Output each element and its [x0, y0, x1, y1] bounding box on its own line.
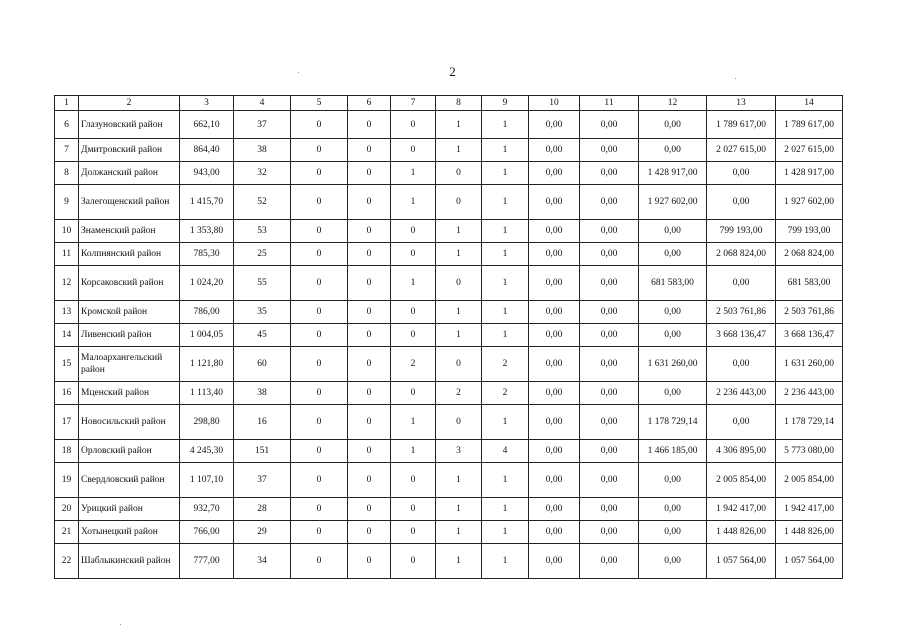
table-cell: 2 503 761,86 [707, 301, 776, 324]
district-name-cell: Глазуновский район [79, 111, 180, 139]
table-cell: 1 [436, 521, 482, 544]
table-cell: 0 [291, 243, 348, 266]
table-cell: 0 [391, 498, 436, 521]
table-cell: 298,80 [180, 405, 234, 440]
table-cell: 0 [436, 266, 482, 301]
table-cell: 1 [436, 498, 482, 521]
table-cell: 0 [291, 440, 348, 463]
table-cell: 1 057 564,00 [707, 544, 776, 579]
district-name-cell: Ливенский район [79, 324, 180, 347]
table-cell: 21 [55, 521, 79, 544]
table-cell: 0,00 [639, 463, 707, 498]
table-cell: 2 236 443,00 [707, 382, 776, 405]
table-cell: 0,00 [580, 301, 639, 324]
table-cell: 0 [391, 324, 436, 347]
table-cell: 0,00 [580, 347, 639, 382]
table-cell: 1 353,80 [180, 220, 234, 243]
table-cell: 16 [55, 382, 79, 405]
table-cell: 1 [391, 162, 436, 185]
table-row [55, 463, 843, 498]
table-row [55, 266, 843, 301]
table-cell: 5 773 080,00 [776, 440, 843, 463]
table-cell: 681 583,00 [776, 266, 843, 301]
table-cell: 55 [234, 266, 291, 301]
table-cell: 0,00 [529, 544, 580, 579]
table-row [55, 521, 843, 544]
table-row [55, 162, 843, 185]
column-header: 11 [580, 96, 639, 111]
table-cell: 0,00 [580, 440, 639, 463]
table-cell: 799 193,00 [776, 220, 843, 243]
table-row [55, 185, 843, 220]
table-cell: 12 [55, 266, 79, 301]
table-cell: 45 [234, 324, 291, 347]
table-cell: 1 631 260,00 [776, 347, 843, 382]
table-cell: 1 428 917,00 [639, 162, 707, 185]
table-cell: 0,00 [529, 185, 580, 220]
table-cell: 0 [291, 139, 348, 162]
table-cell: 0 [348, 243, 391, 266]
table-cell: 0 [436, 405, 482, 440]
table-cell: 0,00 [639, 544, 707, 579]
district-name-cell: Мценский район [79, 382, 180, 405]
table-cell: 766,00 [180, 521, 234, 544]
table-cell: 0 [348, 301, 391, 324]
district-name-cell: Свердловский район [79, 463, 180, 498]
table-cell: 3 668 136,47 [707, 324, 776, 347]
table-cell: 4 245,30 [180, 440, 234, 463]
district-name-cell: Орловский район [79, 440, 180, 463]
table-cell: 32 [234, 162, 291, 185]
district-name-cell: Малоархангельский район [79, 347, 180, 382]
table-cell: 0 [391, 220, 436, 243]
table-cell: 38 [234, 139, 291, 162]
table-row [55, 347, 843, 382]
table-cell: 11 [55, 243, 79, 266]
table-cell: 1 428 917,00 [776, 162, 843, 185]
table-cell: 1 [482, 463, 529, 498]
table-cell: 1 057 564,00 [776, 544, 843, 579]
table-cell: 1 [436, 220, 482, 243]
table-cell: 17 [55, 405, 79, 440]
table-cell: 777,00 [180, 544, 234, 579]
district-name-cell: Дмитровский район [79, 139, 180, 162]
table-cell: 2 027 615,00 [776, 139, 843, 162]
table-cell: 6 [55, 111, 79, 139]
table-cell: 0,00 [529, 111, 580, 139]
table-cell: 0 [291, 111, 348, 139]
table-cell: 0,00 [707, 185, 776, 220]
table-cell: 1 [482, 243, 529, 266]
table-cell: 0 [391, 544, 436, 579]
district-name-cell: Знаменский район [79, 220, 180, 243]
table-cell: 29 [234, 521, 291, 544]
column-header: 2 [79, 96, 180, 111]
table-cell: 0,00 [580, 405, 639, 440]
table-cell: 52 [234, 185, 291, 220]
table-cell: 0,00 [707, 162, 776, 185]
table-cell: 0 [348, 544, 391, 579]
table-cell: 0 [348, 521, 391, 544]
table-cell: 1 927 602,00 [776, 185, 843, 220]
table-cell: 0 [348, 185, 391, 220]
table-cell: 0,00 [639, 220, 707, 243]
table-cell: 1 [482, 544, 529, 579]
table-cell: 2 [482, 347, 529, 382]
table-cell: 0,00 [580, 544, 639, 579]
table-cell: 0 [291, 301, 348, 324]
table-cell: 0 [391, 111, 436, 139]
district-name-cell: Урицкий район [79, 498, 180, 521]
table-cell: 0 [391, 463, 436, 498]
table-cell: 9 [55, 185, 79, 220]
table-row [55, 324, 843, 347]
table-cell: 0,00 [529, 162, 580, 185]
table-cell: 16 [234, 405, 291, 440]
table-cell: 1 [482, 162, 529, 185]
table-cell: 0 [291, 521, 348, 544]
table-cell: 2 [436, 382, 482, 405]
table-cell: 0,00 [639, 301, 707, 324]
table-cell: 0 [348, 266, 391, 301]
table-cell: 0,00 [529, 463, 580, 498]
table-cell: 1 121,80 [180, 347, 234, 382]
table-cell: 0 [436, 185, 482, 220]
district-name-cell: Должанский район [79, 162, 180, 185]
column-header: 12 [639, 96, 707, 111]
table-cell: 0,00 [580, 324, 639, 347]
table-cell: 2 [391, 347, 436, 382]
district-name-cell: Кромской район [79, 301, 180, 324]
table-cell: 0 [348, 111, 391, 139]
table-cell: 15 [55, 347, 79, 382]
table-cell: 0,00 [580, 521, 639, 544]
table-cell: 1 415,70 [180, 185, 234, 220]
table-cell: 0,00 [580, 243, 639, 266]
table-cell: 0,00 [707, 347, 776, 382]
table-cell: 943,00 [180, 162, 234, 185]
table-cell: 2 503 761,86 [776, 301, 843, 324]
table-cell: 0,00 [707, 405, 776, 440]
table-cell: 34 [234, 544, 291, 579]
table-cell: 1 107,10 [180, 463, 234, 498]
table-cell: 662,10 [180, 111, 234, 139]
table-row [55, 111, 843, 139]
table-cell: 0,00 [639, 324, 707, 347]
table-cell: 0 [348, 220, 391, 243]
table-cell: 1 [482, 405, 529, 440]
table-row [55, 301, 843, 324]
table-cell: 786,00 [180, 301, 234, 324]
table-cell: 0,00 [580, 162, 639, 185]
table-cell: 0,00 [639, 521, 707, 544]
table-cell: 60 [234, 347, 291, 382]
table-cell: 0 [291, 347, 348, 382]
table-cell: 0,00 [529, 220, 580, 243]
table-cell: 4 [482, 440, 529, 463]
column-header: 14 [776, 96, 843, 111]
column-header: 13 [707, 96, 776, 111]
table-cell: 0,00 [529, 405, 580, 440]
table-cell: 2 236 443,00 [776, 382, 843, 405]
table-cell: 864,40 [180, 139, 234, 162]
table-cell: 1 [482, 498, 529, 521]
table-cell: 1 [436, 301, 482, 324]
table-cell: 1 [482, 111, 529, 139]
table-cell: 0 [391, 139, 436, 162]
table-cell: 28 [234, 498, 291, 521]
column-header: 10 [529, 96, 580, 111]
table-cell: 8 [55, 162, 79, 185]
table-cell: 1 113,40 [180, 382, 234, 405]
table-cell: 1 [482, 301, 529, 324]
table-row [55, 498, 843, 521]
table-cell: 0 [348, 347, 391, 382]
table-cell: 0,00 [580, 220, 639, 243]
column-header: 8 [436, 96, 482, 111]
column-header: 5 [291, 96, 348, 111]
table-cell: 0 [436, 347, 482, 382]
table-cell: 37 [234, 463, 291, 498]
table-row [55, 440, 843, 463]
column-header: 7 [391, 96, 436, 111]
table-cell: 799 193,00 [707, 220, 776, 243]
table-cell: 0 [291, 220, 348, 243]
table-cell: 1 466 185,00 [639, 440, 707, 463]
scan-speck [298, 72, 299, 73]
district-name-cell: Хотынецкий район [79, 521, 180, 544]
table-cell: 0 [391, 521, 436, 544]
table-cell: 1 [436, 139, 482, 162]
table-cell: 0,00 [707, 266, 776, 301]
table-cell: 25 [234, 243, 291, 266]
table-cell: 1 789 617,00 [707, 111, 776, 139]
scan-speck [120, 624, 121, 625]
table-cell: 3 [436, 440, 482, 463]
table-cell: 0,00 [580, 498, 639, 521]
scan-speck [735, 78, 736, 79]
column-header: 9 [482, 96, 529, 111]
table-cell: 3 668 136,47 [776, 324, 843, 347]
table-cell: 0 [291, 324, 348, 347]
table-cell: 1 178 729,14 [639, 405, 707, 440]
table-cell: 151 [234, 440, 291, 463]
table-cell: 1 [391, 185, 436, 220]
table-cell: 2 005 854,00 [776, 463, 843, 498]
table-cell: 1 942 417,00 [776, 498, 843, 521]
table-row [55, 243, 843, 266]
table-cell: 0,00 [639, 243, 707, 266]
table-cell: 785,30 [180, 243, 234, 266]
table-cell: 0,00 [529, 382, 580, 405]
table-cell: 2 068 824,00 [776, 243, 843, 266]
table-cell: 1 [482, 185, 529, 220]
table-cell: 0,00 [580, 382, 639, 405]
table-cell: 0,00 [529, 521, 580, 544]
table-cell: 0 [348, 440, 391, 463]
table-cell: 0,00 [529, 139, 580, 162]
table-cell: 1 [391, 440, 436, 463]
table-cell: 2 068 824,00 [707, 243, 776, 266]
table-cell: 0,00 [529, 301, 580, 324]
table-cell: 2 027 615,00 [707, 139, 776, 162]
table-cell: 18 [55, 440, 79, 463]
header-row [55, 96, 843, 111]
table-cell: 22 [55, 544, 79, 579]
table-cell: 1 [391, 405, 436, 440]
table-cell: 0 [348, 498, 391, 521]
table-cell: 4 306 895,00 [707, 440, 776, 463]
district-name-cell: Корсаковский район [79, 266, 180, 301]
table-cell: 0,00 [529, 347, 580, 382]
table-cell: 0,00 [580, 463, 639, 498]
table-cell: 1 927 602,00 [639, 185, 707, 220]
table-cell: 0,00 [580, 266, 639, 301]
table-cell: 0,00 [580, 139, 639, 162]
table-cell: 0,00 [639, 382, 707, 405]
table-cell: 0,00 [529, 440, 580, 463]
table-row [55, 139, 843, 162]
table-cell: 0,00 [639, 139, 707, 162]
table-cell: 0 [391, 382, 436, 405]
table-cell: 2 [482, 382, 529, 405]
table-cell: 0 [291, 185, 348, 220]
table-cell: 0 [291, 382, 348, 405]
table-cell: 932,70 [180, 498, 234, 521]
table-cell: 1 [482, 266, 529, 301]
table-cell: 0,00 [529, 266, 580, 301]
table-row [55, 544, 843, 579]
district-name-cell: Залегощенский район [79, 185, 180, 220]
table-cell: 7 [55, 139, 79, 162]
table-cell: 13 [55, 301, 79, 324]
table-cell: 0,00 [529, 243, 580, 266]
table-cell: 0 [348, 162, 391, 185]
column-header: 3 [180, 96, 234, 111]
table-cell: 1 448 826,00 [776, 521, 843, 544]
table-cell: 10 [55, 220, 79, 243]
table-cell: 37 [234, 111, 291, 139]
table-cell: 1 [436, 544, 482, 579]
table-cell: 1 004,05 [180, 324, 234, 347]
district-name-cell: Шаблыкинский район [79, 544, 180, 579]
table-cell: 681 583,00 [639, 266, 707, 301]
table-cell: 0 [291, 405, 348, 440]
table-cell: 1 942 417,00 [707, 498, 776, 521]
table-cell: 0 [391, 301, 436, 324]
table-cell: 0 [436, 162, 482, 185]
table-cell: 0 [291, 463, 348, 498]
table-cell: 0 [348, 139, 391, 162]
table-cell: 1 [391, 266, 436, 301]
table-cell: 0 [291, 498, 348, 521]
table-cell: 1 [436, 324, 482, 347]
table-cell: 19 [55, 463, 79, 498]
table-cell: 0 [291, 544, 348, 579]
table-cell: 0 [291, 162, 348, 185]
table-cell: 20 [55, 498, 79, 521]
table-cell: 0,00 [529, 324, 580, 347]
table-cell: 1 [436, 111, 482, 139]
table-cell: 1 [482, 521, 529, 544]
table-cell: 1 789 617,00 [776, 111, 843, 139]
column-header: 1 [55, 96, 79, 111]
table-cell: 0 [348, 382, 391, 405]
table-cell: 0,00 [580, 111, 639, 139]
table-cell: 35 [234, 301, 291, 324]
table-cell: 0 [348, 324, 391, 347]
table-cell: 0,00 [639, 111, 707, 139]
table-cell: 1 [482, 139, 529, 162]
table-cell: 1 [436, 243, 482, 266]
table-cell: 0 [348, 405, 391, 440]
table-cell: 1 448 826,00 [707, 521, 776, 544]
district-table [54, 95, 843, 579]
district-name-cell: Колпнянский район [79, 243, 180, 266]
table-cell: 1 631 260,00 [639, 347, 707, 382]
table-cell: 2 005 854,00 [707, 463, 776, 498]
column-header: 4 [234, 96, 291, 111]
table-cell: 0,00 [639, 498, 707, 521]
table-cell: 14 [55, 324, 79, 347]
table-cell: 0 [291, 266, 348, 301]
table-cell: 0,00 [529, 498, 580, 521]
table-cell: 1 178 729,14 [776, 405, 843, 440]
table-row [55, 220, 843, 243]
table-cell: 38 [234, 382, 291, 405]
page-number: 2 [449, 64, 456, 79]
table-cell: 1 [436, 463, 482, 498]
table-row [55, 382, 843, 405]
column-header: 6 [348, 96, 391, 111]
table-row [55, 405, 843, 440]
district-name-cell: Новосильский район [79, 405, 180, 440]
table-cell: 0,00 [580, 185, 639, 220]
table-cell: 1 [482, 324, 529, 347]
table-cell: 1 [482, 220, 529, 243]
table-cell: 1 024,20 [180, 266, 234, 301]
table-cell: 0 [391, 243, 436, 266]
table-cell: 53 [234, 220, 291, 243]
table-cell: 0 [348, 463, 391, 498]
